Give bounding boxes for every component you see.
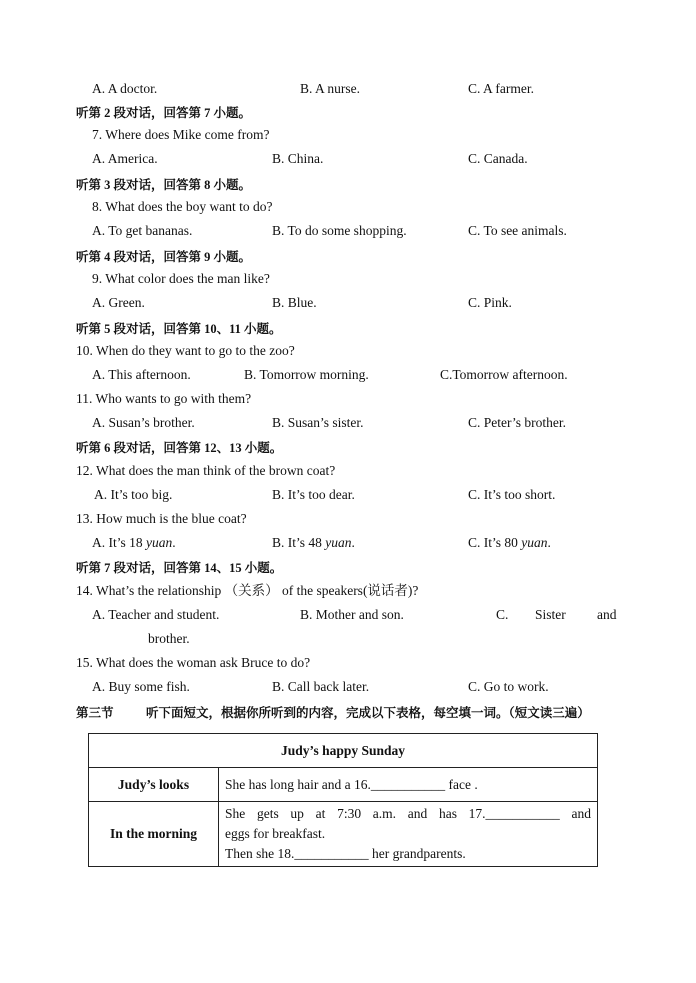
q14-option-c-word3: brother. bbox=[148, 631, 190, 646]
q13-option-a-text: A. It’s 18 bbox=[92, 535, 146, 550]
q8-stem: 8. What does the boy want to do? bbox=[92, 199, 273, 214]
q11-option-c: C. Peter’s brother. bbox=[468, 415, 566, 430]
q6-option-a: A. A doctor. bbox=[92, 81, 158, 96]
fill-in-table bbox=[88, 733, 598, 867]
period: . bbox=[172, 535, 176, 550]
dialogue-3-instruction: 听第 3 段对话，回答第 8 小题。 bbox=[76, 178, 252, 192]
section-3-text: 听下面短文，根据你所听到的内容，完成以下表格，每空填一词。（短文读三遍） bbox=[146, 706, 590, 720]
q14-option-c-letter: C. bbox=[496, 607, 509, 622]
q7-option-b: B. China. bbox=[272, 151, 324, 166]
section-3-instruction bbox=[76, 703, 590, 721]
q8-option-c: C. To see animals. bbox=[468, 223, 567, 238]
table-row bbox=[89, 768, 598, 802]
section-3-label: 第三节 bbox=[76, 706, 114, 720]
dialogue-5-instruction: 听第 5 段对话，回答第 10、11 小题。 bbox=[76, 322, 282, 336]
q7-option-a: A. America. bbox=[92, 151, 158, 166]
table-title: Judy’s happy Sunday bbox=[89, 734, 598, 768]
q8-option-a: A. To get bananas. bbox=[92, 223, 193, 238]
q15-option-c: C. Go to work. bbox=[468, 679, 549, 694]
q15-option-b: B. Call back later. bbox=[272, 679, 370, 694]
q13-option-b bbox=[272, 535, 355, 551]
q6-option-b: B. A nurse. bbox=[300, 81, 361, 96]
currency-unit: yuan bbox=[521, 535, 548, 550]
q14-option-a: A. Teacher and student. bbox=[92, 607, 220, 622]
q7-stem: 7. Where does Mike come from? bbox=[92, 127, 270, 142]
q12-option-b: B. It’s too dear. bbox=[272, 487, 355, 502]
q11-stem: 11. Who wants to go with them? bbox=[76, 391, 252, 406]
period: . bbox=[547, 535, 551, 550]
currency-unit: yuan bbox=[146, 535, 173, 550]
dialogue-7-instruction: 听第 7 段对话，回答第 14、15 小题。 bbox=[76, 561, 283, 575]
q9-option-c: C. Pink. bbox=[468, 295, 512, 310]
q13-option-c-text: C. It’s 80 bbox=[468, 535, 522, 550]
q15-option-a: A. Buy some fish. bbox=[92, 679, 190, 694]
q10-option-a: A. This afternoon. bbox=[92, 367, 191, 382]
q14-option-c-word1: Sister bbox=[535, 607, 566, 622]
q13-stem: 13. How much is the blue coat? bbox=[76, 511, 247, 526]
q9-option-a: A. Green. bbox=[92, 295, 145, 310]
q12-stem: 12. What does the man think of the brown coat? bbox=[76, 463, 336, 478]
q13-option-b-text: B. It’s 48 bbox=[272, 535, 326, 550]
q12-option-a: A. It’s too big. bbox=[94, 487, 173, 502]
q13-option-c bbox=[468, 535, 551, 551]
q8-option-b: B. To do some shopping. bbox=[272, 223, 407, 238]
q13-option-a bbox=[92, 535, 176, 551]
dialogue-6-instruction: 听第 6 段对话，回答第 12、13 小题。 bbox=[76, 441, 283, 455]
dialogue-4-instruction: 听第 4 段对话，回答第 9 小题。 bbox=[76, 250, 252, 264]
q14-stem: 14. What’s the relationship （关系） of the speakers(说话者)? bbox=[76, 583, 419, 598]
q12-option-c: C. It’s too short. bbox=[468, 487, 556, 502]
row-label-looks: Judy’s looks bbox=[89, 768, 219, 802]
period: . bbox=[351, 535, 355, 550]
q10-stem: 10. When do they want to go to the zoo? bbox=[76, 343, 295, 358]
morning-line-1: She gets up at 7:30 a.m. and has 17.___________ and bbox=[225, 806, 591, 821]
q14-option-c-word2: and bbox=[597, 607, 617, 622]
currency-unit: yuan bbox=[325, 535, 352, 550]
row-label-morning: In the morning bbox=[89, 802, 219, 867]
row-cell-morning bbox=[219, 802, 598, 867]
q11-option-a: A. Susan’s brother. bbox=[92, 415, 195, 430]
row-text-looks: She has long hair and a 16.___________ face . bbox=[219, 768, 598, 802]
q7-option-c: C. Canada. bbox=[468, 151, 528, 166]
morning-line-2: eggs for breakfast. bbox=[225, 826, 326, 841]
q9-option-b: B. Blue. bbox=[272, 295, 317, 310]
q9-stem: 9. What color does the man like? bbox=[92, 271, 270, 286]
q6-option-c: C. A farmer. bbox=[468, 81, 534, 96]
q10-option-c: C.Tomorrow afternoon. bbox=[440, 367, 568, 382]
dialogue-2-instruction: 听第 2 段对话，回答第 7 小题。 bbox=[76, 106, 252, 120]
table-row bbox=[89, 802, 598, 867]
q15-stem: 15. What does the woman ask Bruce to do? bbox=[76, 655, 311, 670]
morning-line-3: Then she 18.___________ her grandparents. bbox=[225, 846, 466, 861]
q14-option-b: B. Mother and son. bbox=[300, 607, 404, 622]
q10-option-b: B. Tomorrow morning. bbox=[244, 367, 369, 382]
q11-option-b: B. Susan’s sister. bbox=[272, 415, 364, 430]
